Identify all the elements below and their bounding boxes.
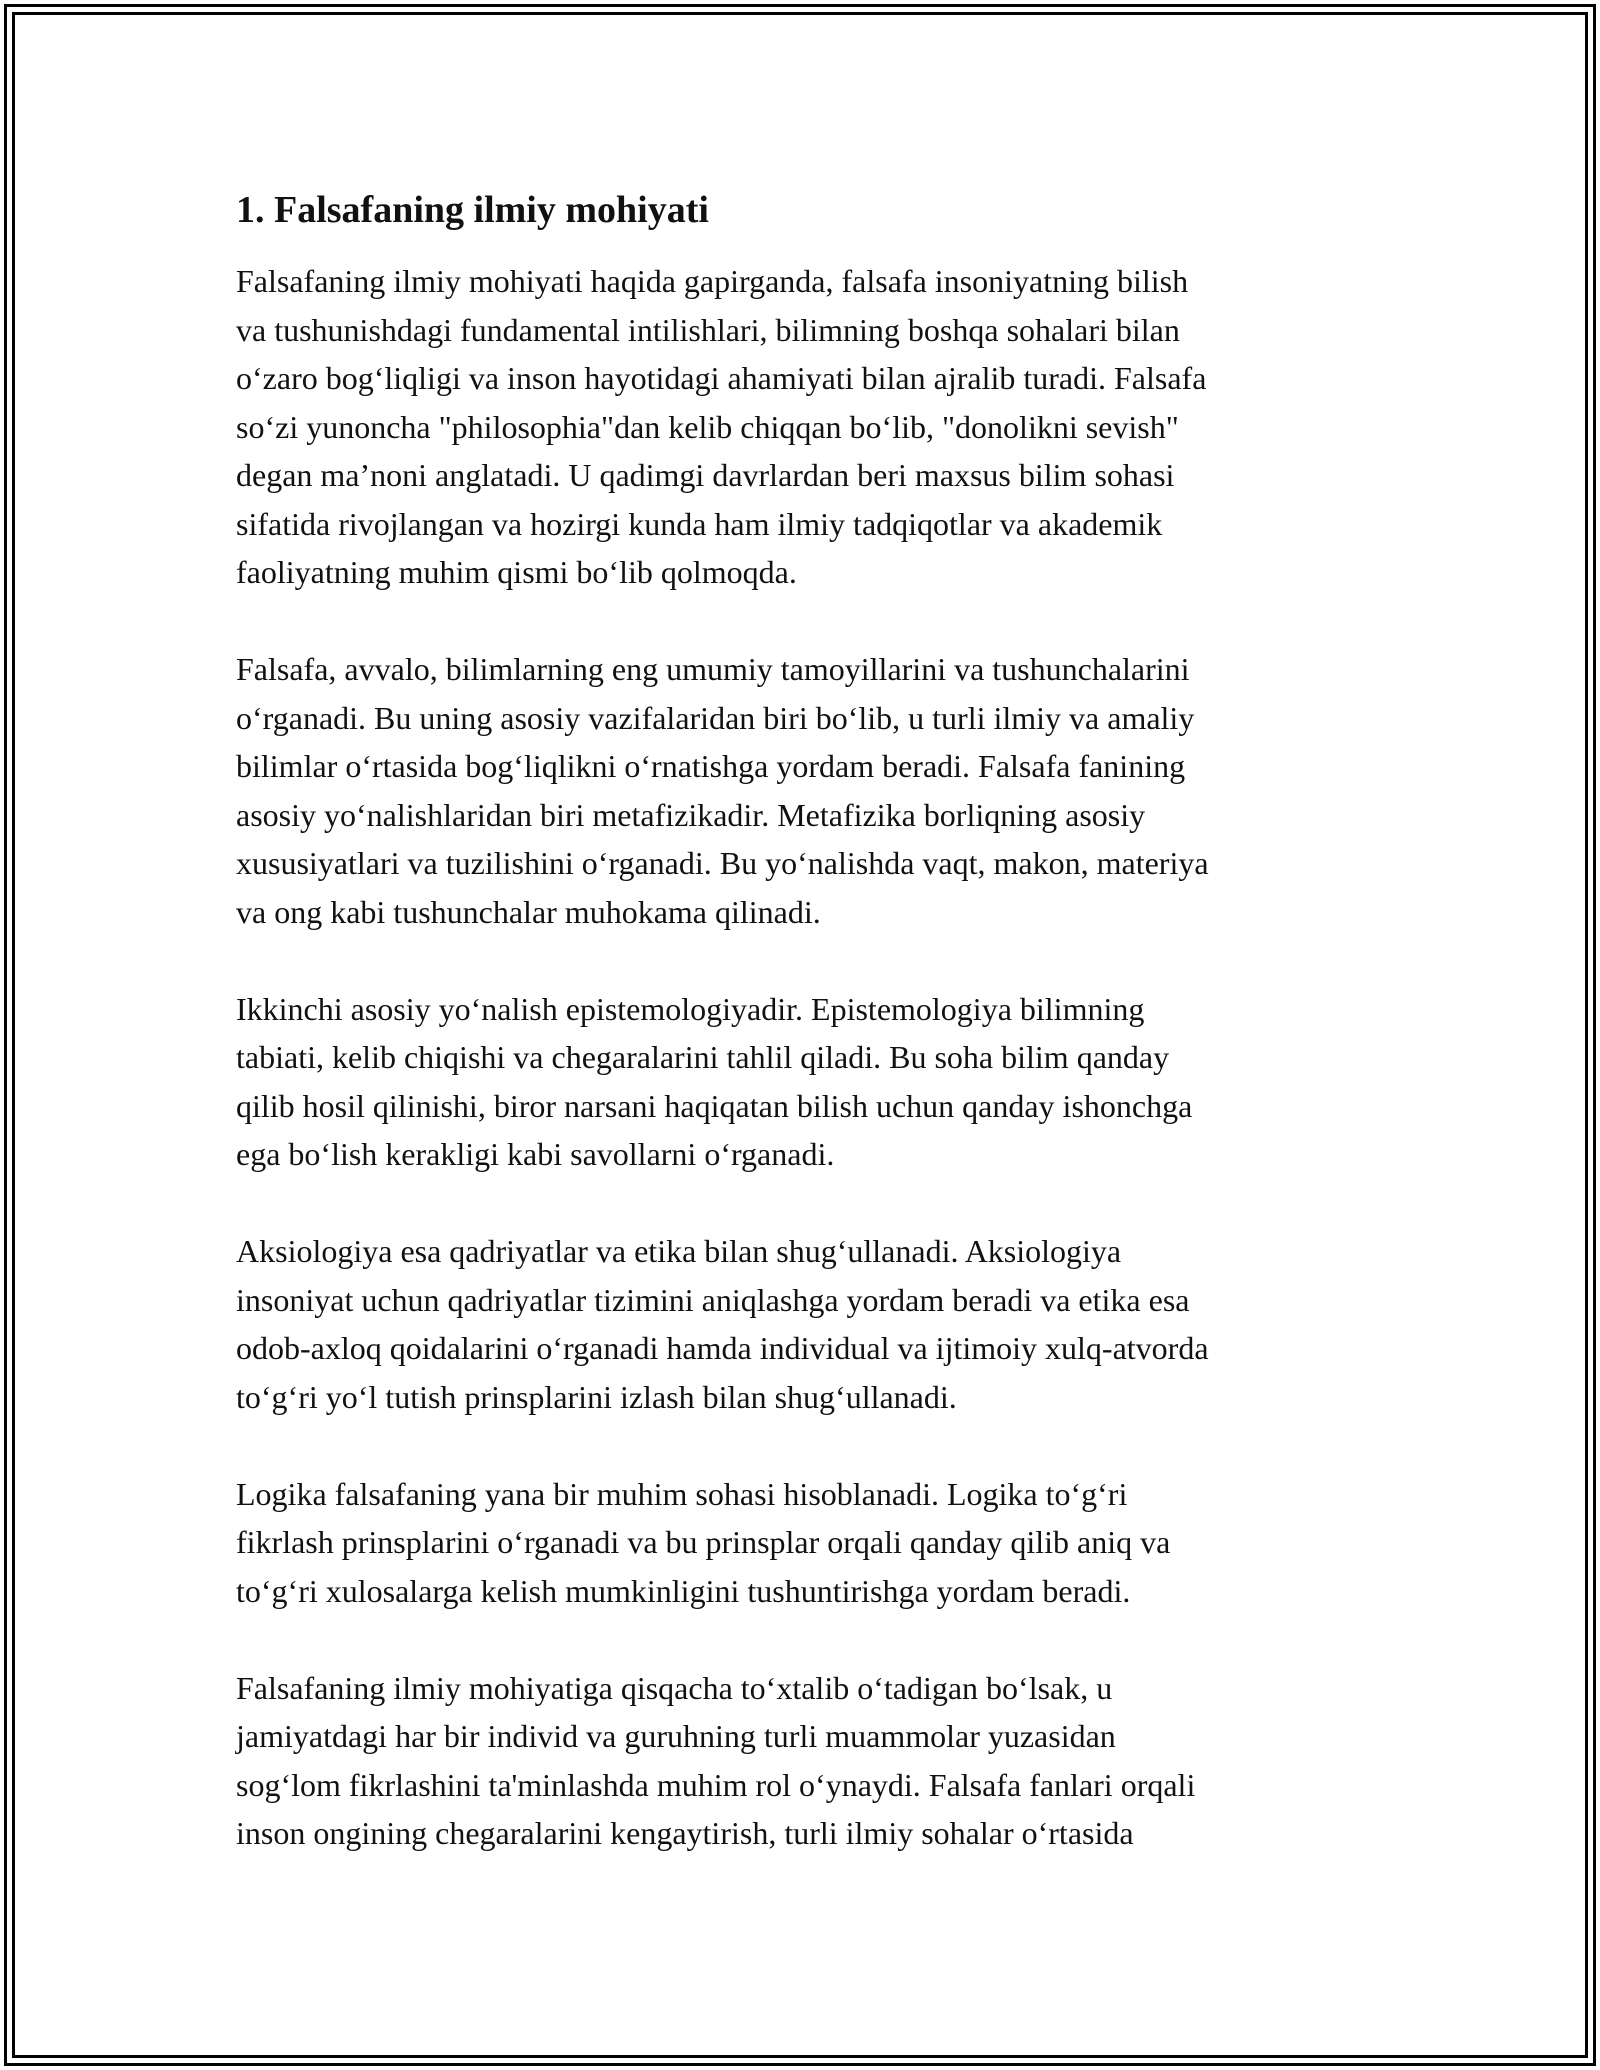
paragraph-aksiologiya: Aksiologiya esa qadriyatlar va etika bilan shug‘ullanadi. Aksiologiya insoniyat uchun qadriyatlar tizimini aniqlashga yordam beradi va etika esa odob-axloq qoidalarini o‘rganadi hamda individual va ijtimoiy xulq-atvorda to‘g‘ri yo‘l tutish prinsplarini izlash bilan shug‘ullanadi. [236,1233,1209,1415]
paragraph-epistemologiya: Ikkinchi asosiy yo‘nalish epistemologiyadir. Epistemologiya bilimning tabiati, kelib chiqishi va chegaralarini tahlil qiladi. Bu soha bilim qanday qilib hosil qilinishi, biror narsani haqiqatan bilish uchun qanday ishonchga ega bo‘lish kerakligi kabi savollarni o‘rganadi. [236,990,1193,1172]
paragraph-logika: Logika falsafaning yana bir muhim sohasi hisoblanadi. Logika to‘g‘ri fikrlash prinsplarini o‘rganadi va bu prinsplar orqali qanday qilib aniq va to‘g‘ri xulosalarga kelish mumkinligini tushuntirishga yordam beradi. [236,1475,1171,1609]
paragraph-metafizika: Falsafa, avvalo, bilimlarning eng umumiy tamoyillarini va tushunchalarini o‘rganadi. Bu uning asosiy vazifalaridan biri bo‘lib, u turli ilmiy va amaliy bilimlar o‘rtasida bog‘liqlikni o‘rnatishga yordam beradi. Falsafa fanining asosiy yo‘nalishlaridan biri metafizikadir. Metafizika borliqning asosiy xususiyatlari va tuzilishini o‘rganadi. Bu yo‘nalishda vaqt, makon, materiya va ong kabi tushunchalar muhokama qilinadi. [236,651,1209,930]
paragraph-falsafa-mohiyati: Falsafaning ilmiy mohiyati haqida gapirganda, falsafa insoniyatning bilish va tushunishdagi fundamental intilishlari, bilimning boshqa sohalari bilan o‘zaro bog‘liqligi va inson hayotidagi ahamiyati bilan ajralib turadi. Falsafa so‘zi yunoncha "philosophia"dan kelib chiqqan bo‘lib, "donolikni sevish" degan ma’noni anglatadi. U qadimgi davrlardan beri maxsus bilim sohasi sifatida rivojlangan va hozirgi kunda ham ilmiy tadqiqotlar va akademik faoliyatning muhim qismi bo‘lib qolmoqda. [236,263,1207,590]
section-heading: 1. Falsafaning ilmiy mohiyati [236,189,709,231]
document-body [236,186,1366,1906]
paragraph-xulosa: Falsafaning ilmiy mohiyatiga qisqacha to‘xtalib o‘tadigan bo‘lsak, u jamiyatdagi har bir individ va guruhning turli muammolar yuzasidan sog‘lom fikrlashini ta'minlashda muhim rol o‘ynaydi. Falsafa fanlari orqali inson ongining chegaralarini kengaytirish, turli ilmiy sohalar o‘rtasida [236,1669,1196,1851]
